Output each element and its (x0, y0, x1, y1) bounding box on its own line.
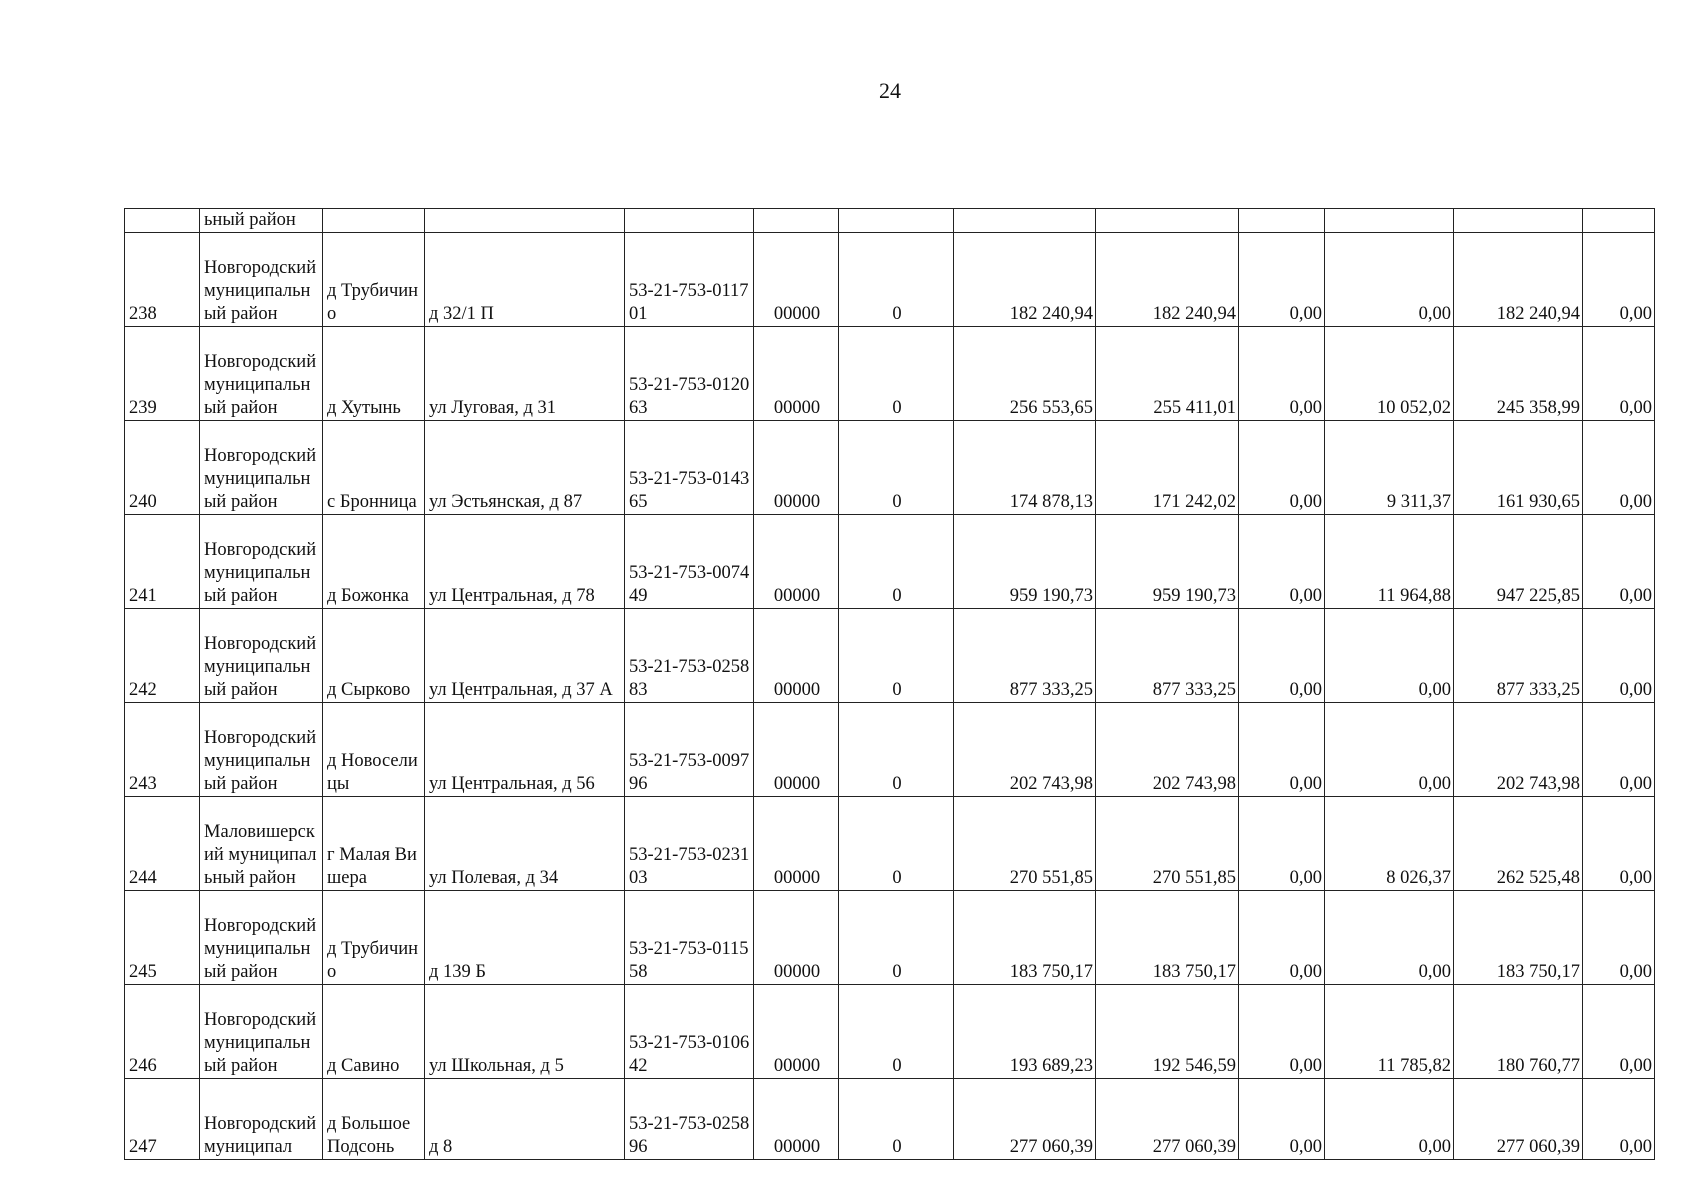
cell-code1 (754, 209, 839, 233)
register-body (125, 209, 1655, 1160)
cell-v6: 0,00 (1583, 421, 1655, 515)
cell-code2: 0 (839, 515, 954, 609)
cell-code2: 0 (839, 609, 954, 703)
cell-v6: 0,00 (1583, 233, 1655, 327)
cell-locality: д Новоселицы (323, 703, 425, 797)
page-number: 24 (879, 78, 901, 103)
cell-v1: 877 333,25 (954, 609, 1096, 703)
cell-address: ул Школьная, д 5 (425, 985, 625, 1079)
cell-v3: 0,00 (1239, 233, 1325, 327)
cell-v1 (954, 209, 1096, 233)
cell-v2: 171 242,02 (1096, 421, 1239, 515)
cell-v6: 0,00 (1583, 327, 1655, 421)
cell-code2: 0 (839, 327, 954, 421)
cell-code2: 0 (839, 1079, 954, 1160)
table-row (125, 327, 1655, 421)
cell-num: 240 (125, 421, 200, 515)
cell-v2: 959 190,73 (1096, 515, 1239, 609)
table-row (125, 891, 1655, 985)
cell-oktmo: 53-21-753-025896 (625, 1079, 754, 1160)
cell-address: ул Центральная, д 37 А (425, 609, 625, 703)
cell-oktmo: 53-21-753-025883 (625, 609, 754, 703)
cell-v4: 0,00 (1325, 233, 1454, 327)
cell-locality: д Трубичино (323, 233, 425, 327)
cell-v5: 947 225,85 (1454, 515, 1583, 609)
cell-v3: 0,00 (1239, 797, 1325, 891)
cell-v3: 0,00 (1239, 1079, 1325, 1160)
table-row (125, 1079, 1655, 1160)
cell-num: 241 (125, 515, 200, 609)
cell-v4: 10 052,02 (1325, 327, 1454, 421)
cell-locality: д Сырково (323, 609, 425, 703)
cell-v6: 0,00 (1583, 609, 1655, 703)
cell-v3: 0,00 (1239, 421, 1325, 515)
cell-num: 239 (125, 327, 200, 421)
cell-locality: г Малая Вишера (323, 797, 425, 891)
cell-v3 (1239, 209, 1325, 233)
cell-v3: 0,00 (1239, 327, 1325, 421)
cell-v5: 183 750,17 (1454, 891, 1583, 985)
cell-district: Новгородский муниципал (200, 1079, 323, 1160)
cell-code2: 0 (839, 985, 954, 1079)
cell-v1: 182 240,94 (954, 233, 1096, 327)
cell-code1: 00000 (754, 327, 839, 421)
table-row (125, 515, 1655, 609)
cell-v6: 0,00 (1583, 703, 1655, 797)
cell-code1: 00000 (754, 515, 839, 609)
cell-v6: 0,00 (1583, 1079, 1655, 1160)
cell-v5: 161 930,65 (1454, 421, 1583, 515)
cell-v1: 193 689,23 (954, 985, 1096, 1079)
cell-locality: д Савино (323, 985, 425, 1079)
cell-v1: 959 190,73 (954, 515, 1096, 609)
cell-num: 244 (125, 797, 200, 891)
cell-oktmo (625, 209, 754, 233)
cell-v4: 0,00 (1325, 1079, 1454, 1160)
cell-v5: 277 060,39 (1454, 1079, 1583, 1160)
cell-district: Новгородский муниципальный район (200, 609, 323, 703)
cell-v4: 11 964,88 (1325, 515, 1454, 609)
table-row (125, 703, 1655, 797)
cell-v5 (1454, 209, 1583, 233)
cell-address: д 32/1 П (425, 233, 625, 327)
cell-address: д 8 (425, 1079, 625, 1160)
cell-v2: 192 546,59 (1096, 985, 1239, 1079)
cell-v4: 0,00 (1325, 609, 1454, 703)
cell-v2: 270 551,85 (1096, 797, 1239, 891)
cell-v3: 0,00 (1239, 515, 1325, 609)
table-row (125, 421, 1655, 515)
cell-locality: д Большое Подсонь (323, 1079, 425, 1160)
cell-v4: 8 026,37 (1325, 797, 1454, 891)
cell-locality: д Божонка (323, 515, 425, 609)
cell-locality: с Бронница (323, 421, 425, 515)
cell-v1: 277 060,39 (954, 1079, 1096, 1160)
cell-code2: 0 (839, 421, 954, 515)
cell-district: Маловишерский муниципальный район (200, 797, 323, 891)
cell-num: 246 (125, 985, 200, 1079)
cell-district: Новгородский муниципальный район (200, 891, 323, 985)
cell-address (425, 209, 625, 233)
cell-address: ул Полевая, д 34 (425, 797, 625, 891)
cell-district: Новгородский муниципальный район (200, 985, 323, 1079)
cell-address: ул Эстьянская, д 87 (425, 421, 625, 515)
cell-locality (323, 209, 425, 233)
cell-code1: 00000 (754, 233, 839, 327)
cell-code1: 00000 (754, 891, 839, 985)
cell-v2: 277 060,39 (1096, 1079, 1239, 1160)
cell-oktmo: 53-21-753-011701 (625, 233, 754, 327)
table-row (125, 233, 1655, 327)
cell-code2: 0 (839, 891, 954, 985)
cell-district: Новгородский муниципальный район (200, 233, 323, 327)
cell-locality: д Трубичино (323, 891, 425, 985)
cell-v1: 270 551,85 (954, 797, 1096, 891)
cell-oktmo: 53-21-753-010642 (625, 985, 754, 1079)
cell-code1: 00000 (754, 1079, 839, 1160)
cell-num: 242 (125, 609, 200, 703)
cell-address: ул Центральная, д 78 (425, 515, 625, 609)
cell-v6 (1583, 209, 1655, 233)
cell-v4: 0,00 (1325, 891, 1454, 985)
cell-v2: 182 240,94 (1096, 233, 1239, 327)
cell-code1: 00000 (754, 421, 839, 515)
cell-code2 (839, 209, 954, 233)
cell-address: ул Центральная, д 56 (425, 703, 625, 797)
continuation-row (125, 209, 1655, 233)
cell-num: 245 (125, 891, 200, 985)
cell-locality: д Хутынь (323, 327, 425, 421)
cell-v5: 877 333,25 (1454, 609, 1583, 703)
cell-code2: 0 (839, 703, 954, 797)
cell-v5: 202 743,98 (1454, 703, 1583, 797)
cell-v1: 183 750,17 (954, 891, 1096, 985)
cell-v3: 0,00 (1239, 609, 1325, 703)
cell-oktmo: 53-21-753-014365 (625, 421, 754, 515)
cell-v2: 202 743,98 (1096, 703, 1239, 797)
cell-v6: 0,00 (1583, 985, 1655, 1079)
cell-num (125, 209, 200, 233)
cell-v2: 183 750,17 (1096, 891, 1239, 985)
cell-v3: 0,00 (1239, 891, 1325, 985)
cell-v2: 877 333,25 (1096, 609, 1239, 703)
cell-v4 (1325, 209, 1454, 233)
cell-oktmo: 53-21-753-011558 (625, 891, 754, 985)
cell-oktmo: 53-21-753-009796 (625, 703, 754, 797)
cell-v5: 180 760,77 (1454, 985, 1583, 1079)
cell-address: д 139 Б (425, 891, 625, 985)
table-row (125, 985, 1655, 1079)
cell-v6: 0,00 (1583, 891, 1655, 985)
cell-address: ул Луговая, д 31 (425, 327, 625, 421)
cell-code1: 00000 (754, 985, 839, 1079)
cell-district: Новгородский муниципальный район (200, 515, 323, 609)
cell-v5: 245 358,99 (1454, 327, 1583, 421)
cell-v3: 0,00 (1239, 985, 1325, 1079)
cell-v5: 262 525,48 (1454, 797, 1583, 891)
table-row (125, 609, 1655, 703)
cell-v4: 0,00 (1325, 703, 1454, 797)
cell-v3: 0,00 (1239, 703, 1325, 797)
cell-v1: 174 878,13 (954, 421, 1096, 515)
cell-code1: 00000 (754, 703, 839, 797)
cell-district: Новгородский муниципальный район (200, 327, 323, 421)
cell-v2: 255 411,01 (1096, 327, 1239, 421)
cell-code1: 00000 (754, 797, 839, 891)
cell-v1: 256 553,65 (954, 327, 1096, 421)
cell-num: 238 (125, 233, 200, 327)
cell-v5: 182 240,94 (1454, 233, 1583, 327)
cell-district: Новгородский муниципальный район (200, 703, 323, 797)
cell-num: 247 (125, 1079, 200, 1160)
cell-code2: 0 (839, 797, 954, 891)
cell-oktmo: 53-21-753-023103 (625, 797, 754, 891)
cell-v4: 11 785,82 (1325, 985, 1454, 1079)
table-row (125, 797, 1655, 891)
cell-oktmo: 53-21-753-007449 (625, 515, 754, 609)
register-table (124, 208, 1655, 1160)
cell-v1: 202 743,98 (954, 703, 1096, 797)
cell-oktmo: 53-21-753-012063 (625, 327, 754, 421)
cell-code2: 0 (839, 233, 954, 327)
cell-v6: 0,00 (1583, 797, 1655, 891)
cell-district: Новгородский муниципальный район (200, 421, 323, 515)
cell-num: 243 (125, 703, 200, 797)
cell-v6: 0,00 (1583, 515, 1655, 609)
cell-v2 (1096, 209, 1239, 233)
cell-code1: 00000 (754, 609, 839, 703)
cell-district: ьный район (200, 209, 323, 233)
cell-v4: 9 311,37 (1325, 421, 1454, 515)
